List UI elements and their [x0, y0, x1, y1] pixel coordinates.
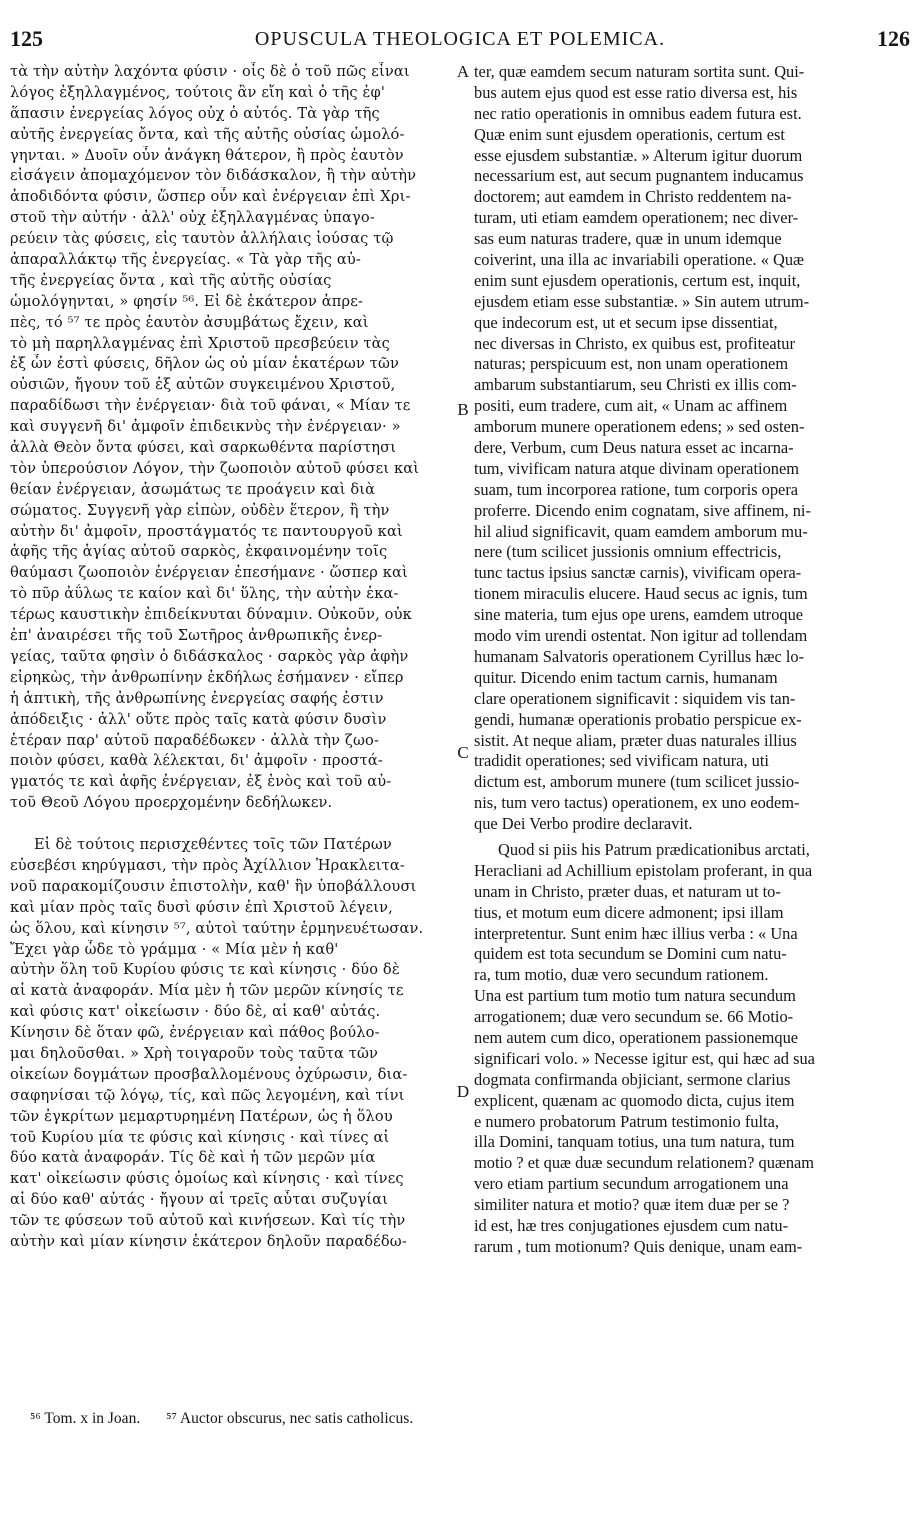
latin-text-line: bus autem ejus quod est esse ratio diversa est, his	[474, 82, 798, 102]
running-title: OPUSCULA THEOLOGICA ET POLEMICA.	[254, 28, 666, 50]
latin-text-line: sas eum naturas tradere, quæ in unum idemque	[474, 229, 782, 249]
latin-text-line: modo vim urendi ostentat. Non igitur ad tollendam	[474, 626, 808, 646]
latin-text-line: id est, hæ tres conjugationes ejusdem cum natu-	[474, 1215, 789, 1235]
greek-text-line: ποιὸν φύσει, καθὰ λέλεκται, δι' ἀμφοῖν · προστά-	[10, 752, 383, 770]
greek-text-line: ἀποδιδόντα φύσιν, ὥσπερ οὖν καὶ ἐνέργειαν ἐπὶ Χρι-	[10, 188, 411, 206]
latin-text-line: vero etiam partium secundum arrogationem una	[474, 1174, 789, 1194]
latin-text-line: suam, tum incorporea ratione, tum corporis opera	[474, 479, 799, 499]
greek-text-line: ρεύειν τὰς φύσεις, εἰς ταυτὸν ἀλλήλαις ἰούσας τῷ	[10, 230, 394, 248]
footnotes	[30, 1410, 730, 1428]
latin-text-line: amborum munere operationem edens; » sed osten-	[474, 417, 805, 437]
greek-text-line: καὶ φύσις κατ' οἰκείωσιν · δύο δὲ, αἱ καθ' αὑτάς.	[10, 1003, 381, 1021]
greek-text-line: τοῦ Θεοῦ Λόγου προερχομένην δεδήλωκεν.	[10, 794, 333, 812]
greek-text-line: ἀλλὰ Θεὸν ὄντα φύσει, καὶ σαρκωθέντα παρίστησι	[10, 439, 397, 457]
greek-text-line: τὸν ὑπερούσιον Λόγον, τὴν ζωοποιὸν αὐτοῦ φύσει καὶ	[10, 459, 420, 477]
latin-text-line: necessarium est, aut secum pugnantem inducamus	[474, 166, 804, 186]
greek-text-line: ὡμολόγηνται, » φησίν ⁵⁶. Εἰ δὲ ἑκάτερον ἀπρε-	[10, 292, 364, 310]
margin-letter-d: D	[456, 1082, 470, 1101]
greek-text-line: μαι δηλοῦσθαι. » Χρὴ τοιγαροῦν τοὺς ταῦτα τῶν	[10, 1044, 379, 1062]
greek-text-column	[10, 62, 454, 1253]
greek-text-line: εἰσάγειν ἀπομαχόμενον τὸν διδάσκαλον, ἢ τὴν αὐτὴν	[10, 167, 417, 185]
greek-text-line: γματός τε καὶ ἁφῆς ἐνέργειαν, ἐξ ἑνὸς καὶ τοῦ αὐ-	[10, 773, 392, 791]
greek-text-line: γείας, ταῦτα φησὶν ὁ διδάσκαλος · σαρκὸς γὰρ ἀφὴν	[10, 647, 409, 665]
latin-text-line: sine materia, tum ejus ope urens, eamdem utroque	[474, 605, 804, 625]
latin-text-line: tionem miraculis elucere. Haud secus ac ignis, tum	[474, 584, 808, 604]
latin-text-line: ra, tum motio, duæ vero secundum rationem.	[474, 965, 769, 985]
latin-text-line: quidem est tota secundum se Domini cum natu-	[474, 944, 787, 964]
latin-text-line: esse ejusdem substantiæ. » Alterum igitur duorum	[474, 145, 803, 165]
greek-text-line: τὸ μὴ παρηλλαγμένας ἐπὶ Χριστοῦ πρεσβεύειν τὰς	[10, 334, 390, 352]
latin-text-line: Quod si piis his Patrum prædicationibus arctati,	[498, 839, 810, 859]
greek-text-line: Ἔχει γὰρ ὧδε τὸ γράμμα · « Μία μὲν ἡ καθ'	[10, 940, 339, 958]
greek-text-line: δύο κατὰ ἀναφοράν. Τίς δὲ καὶ ἡ τῶν μερῶν μία	[10, 1149, 376, 1167]
latin-text-line: significari volo. » Necesse igitur est, qui hæc ad sua	[474, 1048, 815, 1068]
latin-text-line: rarum , tum motionum? Quis denique, unam eam-	[474, 1236, 803, 1256]
latin-text-line: dictum est, amborum munere (tum scilicet jussio-	[474, 772, 800, 792]
latin-text-line: arrogationem; duæ vero secundum se. 66 Motio-	[474, 1007, 794, 1027]
latin-text-line: Heracliani ad Achillium epistolam proferant, in qua	[474, 860, 813, 880]
greek-text-line: εἰρηκὼς, τὴν ἀνθρωπίνην ἐκδήλως ἐσήμανεν · εἴπερ	[10, 668, 404, 686]
latin-text-column	[474, 62, 902, 1258]
latin-text-line: motio ? et quæ duæ secundum relationem? quænam	[474, 1153, 815, 1173]
latin-text-line: naturas; perspicuum est, non unam operationem	[474, 354, 789, 374]
latin-text-line: Una est partium tum motio tum natura secundum	[474, 986, 796, 1006]
page-number-right: 126	[877, 26, 910, 51]
latin-text-line: tunc tactus ipsius sanctæ carnis), vivificam opera-	[474, 563, 802, 583]
greek-text-line: Κίνησιν δὲ ὅταν φῶ, ἐνέργειαν καὶ πάθος βούλο-	[10, 1024, 380, 1042]
latin-text-line: unam in Christo, præter duas, et naturam ut to-	[474, 881, 781, 901]
greek-text-line: εὐσεβέσι κηρύγμασι, τὴν πρὸς Ἀχίλλιον Ἡρακλειτα-	[10, 856, 405, 874]
greek-text-line: θαύμασι ζωοποιὸν ἐνέργειαν ἐπεσήμανε · ὥσπερ καὶ	[10, 564, 408, 582]
margin-letter-a: A	[456, 62, 470, 81]
latin-text-line: dogmata confirmanda objiciant, sermone clarius	[474, 1069, 791, 1089]
latin-text-line: ejusdem etiam esse substantiæ. » Sin autem utrum-	[474, 291, 810, 311]
greek-text-line: στοῦ τὴν αὐτήν · ἀλλ' οὐχ ἐξηλλαγμένας ὑπαγο-	[10, 209, 375, 227]
greek-text-line: ἡ ἁπτικὴ, τῆς ἀνθρωπίνης ἐνεργείας σαφής ἐστιν	[10, 689, 384, 707]
latin-text-line: gendi, humanæ operationis probatio perspicue ex-	[474, 709, 802, 729]
latin-text-line: illa Domini, tanquam totius, una tum natura, tum	[474, 1132, 795, 1152]
latin-text-line: dere, Verbum, cum Deus natura esset ac incarna-	[474, 438, 794, 458]
latin-text-line: hil aliud significavit, quam eamdem amborum mu-	[474, 521, 808, 541]
latin-text-line: nem autem cum dico, operationem passionemque	[474, 1027, 799, 1047]
latin-text-line: positi, eum tradere, cum ait, « Unam ac affinem	[474, 396, 788, 416]
latin-text-line: Quæ enim sunt ejusdem operationis, certum est	[474, 124, 785, 144]
margin-letter-b: B	[457, 400, 469, 419]
greek-text-line: τὰ τὴν αὐτὴν λαχόντα φύσιν · οἷς δὲ ὁ τοῦ πῶς εἶναι	[10, 63, 410, 80]
latin-text-line: que indecorum est, ut et secum ipse dissentiat,	[474, 312, 778, 332]
greek-text-line: τῶν τε φύσεων τοῦ αὐτοῦ καὶ κινήσεων. Καὶ τίς τὴν	[10, 1212, 406, 1230]
greek-text-line: αὐτῆς ἐνεργείας ὄντα, καὶ τῆς αὐτῆς οὐσίας ὡμολό-	[10, 125, 405, 143]
latin-text-line: nec diversas in Christo, ex quibus est, profiteatur	[474, 333, 795, 353]
greek-text-line: αἱ κατὰ ἀναφοράν. Μία μὲν ἡ τῶν μερῶν κίνησίς τε	[10, 982, 404, 1000]
greek-text-line: θείαν ἐνέργειαν, ἀσωμάτως τε προάγειν καὶ διὰ	[10, 480, 376, 498]
greek-text-line: τῶν ἐγκρίτων μεμαρτυρημένη Πατέρων, ὡς ἡ ὅλου	[10, 1107, 393, 1125]
latin-text-line: tum, vivificam natura atque divinam operationem	[474, 458, 799, 478]
latin-text-line: coiverint, una illa ac invariabili operatione. « Quæ	[474, 250, 804, 270]
greek-text-line: τῆς ἐνεργείας ὄντα , καὶ τῆς αὐτῆς οὐσίας	[10, 271, 332, 289]
greek-text-line: ἀπαραλλάκτῳ τῆς ἐνεργείας. « Τὰ γὰρ τῆς αὐ-	[10, 251, 361, 269]
greek-text-line: αὐτὴν ὅλη τοῦ Κυρίου φύσις τε καὶ κίνησις · δύο δὲ	[10, 961, 400, 979]
greek-text-line: Εἰ δὲ τούτοις περισχεθέντες τοῖς τῶν Πατέρων	[34, 836, 392, 854]
greek-text-line: αἱ δύο καθ' αὑτάς · ἤγουν αἱ τρεῖς αὗται συζυγίαι	[10, 1191, 389, 1209]
latin-text-line: que Dei Verbo prodire declaravit.	[474, 814, 693, 834]
latin-text-line: proferre. Dicendo enim cognatam, sive affinem, ni-	[474, 500, 811, 520]
greek-text-line: αὐτὴν καὶ μίαν κίνησιν ἑκάτερον δηλοῦν παραδέδω-	[10, 1232, 407, 1250]
latin-text-line: similiter natura et motio? quæ item duæ per se ?	[474, 1195, 790, 1215]
greek-text-line: τοῦ Κυρίου μία τε φύσις καὶ κίνησις · καὶ τίνες αἱ	[10, 1128, 390, 1146]
greek-text-line: γηνται. » Δυοῖν οὖν ἀνάγκη θάτερον, ἢ πρὸς ἑαυτὸν	[10, 146, 404, 164]
greek-text-line: οἰκείων δογμάτων προσβαλλομένους ὀχύρωσιν, δια-	[10, 1065, 408, 1083]
latin-text-line: explicent, quænam ac quomodo dicta, cujus item	[474, 1090, 795, 1110]
greek-text-line: πὲς, τό ⁵⁷ τε πρὸς ἑαυτὸν ἀσυμβάτως ἔχειν, καὶ	[10, 313, 369, 331]
latin-text-line: interpretentur. Sunt enim hæc illius verba : « Una	[474, 923, 798, 943]
latin-text-line: ter, quæ eamdem secum naturam sortita sunt. Qui-	[474, 62, 805, 81]
greek-text-line: ἐπ' ἀναιρέσει τῆς τοῦ Σωτῆρος ἀνθρωπικῆς ἐνερ-	[10, 627, 383, 645]
greek-text-line: καὶ συγγενῆ δι' ἀμφοῖν ἐπιδεικνὺς τὴν ἐνέργειαν· »	[10, 418, 401, 436]
greek-text-line: τέρως καυστικὴν ἐπιδείκνυται δύναμιν. Οὐκοῦν, οὐκ	[10, 606, 412, 624]
latin-text-line: tius, et motum eum dicere admonent; ipsi illam	[474, 902, 784, 922]
greek-text-line: σώματος. Συγγενῆ γὰρ εἰπὼν, οὐδὲν ἕτερον, ἢ τὴν	[10, 501, 390, 519]
greek-text-line: λόγος ἐξηλλαγμένος, τούτοις ἂν εἴη καὶ ὁ τῆς ἐφ'	[10, 83, 386, 101]
footnote-56: ⁵⁶ Tom. x in Joan.	[30, 1410, 141, 1427]
margin-letter-c: C	[457, 743, 469, 762]
greek-text-line: τὸ πῦρ ἀΰλως τε καίον καὶ δι' ὕλης, τὴν αὐτὴν ἑκα-	[10, 585, 399, 603]
page-header	[10, 26, 910, 60]
latin-text-line: doctorem; aut eamdem in Christo reddentem na-	[474, 187, 792, 207]
footnote-57: ⁵⁷ Auctor obscurus, nec satis catholicus.	[166, 1410, 414, 1427]
latin-text-line: nere (tum scilicet jussionis omnium effectricis,	[474, 542, 782, 562]
latin-text-line: humanam Salvatoris operationem Cyrillus hæc lo-	[474, 646, 805, 666]
greek-text-line: σαφηνίσαι τῷ λόγῳ, τίς, καὶ πῶς λεγομένη, καὶ τίνι	[10, 1086, 405, 1104]
greek-text-line: ἐξ ὧν ἐστὶ φύσεις, δῆλον ὡς οὐ μίαν ἑκατέρων τῶν	[10, 355, 400, 373]
latin-text-line: clare operationem significavit : siquidem vis tan-	[474, 688, 796, 708]
greek-text-line: ἁφῆς τῆς ἁγίας αὐτοῦ σαρκὸς, ἐκφαινομένην τοῖς	[10, 543, 388, 561]
greek-text-line: νοῦ παρακομίζουσιν ἐπιστολὴν, καθ' ἣν ὑποβάλλουσι	[10, 877, 417, 895]
greek-paragraph-gap	[10, 814, 454, 835]
latin-text-line: ambarum substantiarum, seu Christi ex illis com-	[474, 375, 797, 395]
latin-text-line: sistit. At neque aliam, præter duas naturales illius	[474, 730, 797, 750]
greek-text-line: ἀπόδειξις · ἀλλ' οὔτε πρὸς ταῖς κατὰ φύσιν δυσὶν	[10, 710, 387, 728]
greek-text-line: καὶ μίαν πρὸς ταῖς δυσὶ φύσιν ἐπὶ Χριστοῦ λέγειν,	[10, 898, 393, 916]
latin-text-line: quitur. Dicendo enim tactum carnis, humanam	[474, 667, 778, 687]
latin-text-line: enim sunt ejusdem operationis, certum est, inquit,	[474, 270, 801, 290]
latin-text-line: e numero probatorum Patrum testimonio fulta,	[474, 1111, 779, 1131]
greek-text-line: ἑτέραν παρ' αὐτοῦ παραδέδωκεν · ἀλλὰ τὴν ζωο-	[10, 731, 380, 749]
greek-text-line: αὐτὴν δι' ἀμφοῖν, προστάγματός τε παντουργοῦ καὶ	[10, 522, 403, 540]
greek-text-line: ὡς ὅλου, καὶ κίνησιν ⁵⁷, αὐτοὶ ταύτην ἑρμηνευέτωσαν.	[10, 919, 424, 937]
greek-text-line: κατ' οἰκείωσιν φύσις ὁμοίως καὶ κίνησις · καὶ τίνες	[10, 1170, 404, 1188]
latin-text-line: nec ratio operationis in omnibus eadem futura est.	[474, 103, 802, 123]
latin-text-line: turam, uti etiam eamdem operationem; nec diver-	[474, 208, 799, 228]
greek-text-line: ἅπασιν ἐνεργείας λόγος οὐχ ὁ αὐτός. Τὰ γὰρ τῆς	[10, 104, 380, 122]
page-number-left: 125	[10, 26, 43, 51]
latin-text-line: nis, tum vero tactus) operationem, ex uno eodem-	[474, 793, 800, 813]
greek-text-line: οὐσιῶν, ἤγουν τοῦ ἐξ αὐτῶν συγκειμένου Χριστοῦ,	[10, 376, 396, 394]
latin-text-line: tradidit operationes; sed vivificam natura, uti	[474, 751, 769, 771]
greek-text-line: παραδίδωσι τὴν ἐνέργειαν· διὰ τοῦ φάναι, « Μίαν τε	[10, 397, 411, 415]
